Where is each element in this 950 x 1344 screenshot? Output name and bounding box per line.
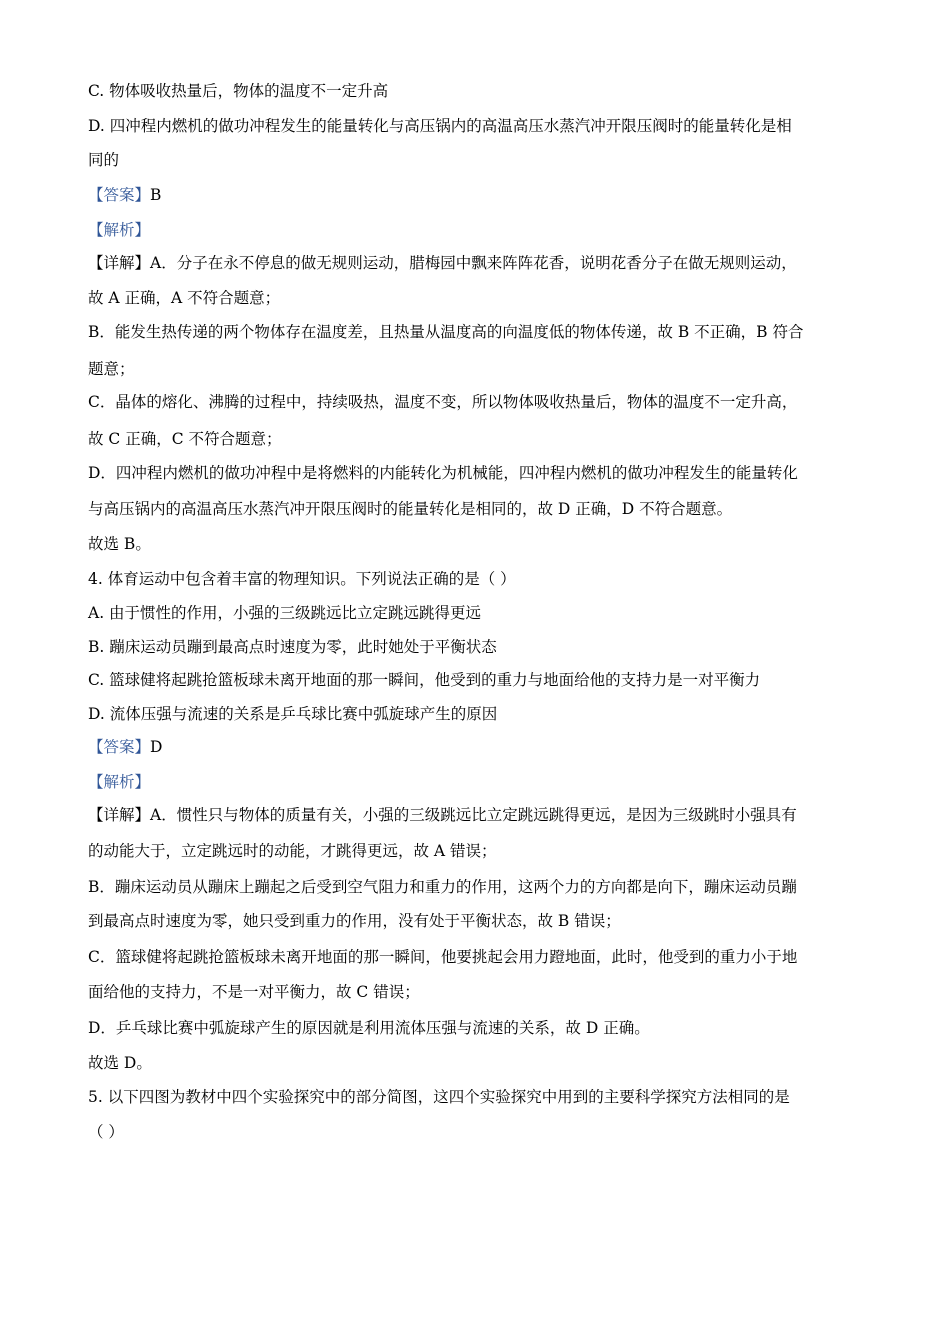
text-line (88, 568, 516, 590)
line-text: 【详解】A．惯性只与物体的质量有关，小强的三级跳远比立定跳远跳得更远，是因为三级跳时小强具有 (88, 806, 797, 824)
line-text: 同的 (88, 151, 120, 169)
line-text: D (150, 738, 163, 756)
text-line (88, 771, 150, 793)
text-line (88, 462, 798, 484)
text-line (88, 498, 732, 520)
line-text: B (150, 186, 162, 204)
line-text: 故选 D。 (88, 1054, 152, 1072)
text-line (88, 602, 481, 624)
line-text: 故 C 正确，C 不符合题意； (88, 430, 282, 448)
text-line (88, 391, 797, 413)
line-text: D. 流体压强与流速的关系是乒乓球比赛中弧旋球产生的原因 (88, 705, 498, 723)
text-line (88, 910, 621, 932)
line-text: 到最高点时速度为零，她只受到重力的作用，没有处于平衡状态，故 B 错误； (88, 912, 621, 930)
text-line (88, 321, 803, 343)
line-text: B. 蹦床运动员蹦到最高点时速度为零，此时她处于平衡状态 (88, 638, 497, 656)
section-tag: 【解析】 (88, 221, 151, 239)
line-text: 【详解】A．分子在永不停息的做无规则运动，腊梅园中飘来阵阵花香，说明花香分子在做无规则运动， (88, 254, 797, 272)
line-text: 故选 B。 (88, 535, 151, 553)
line-text: C. 篮球健将起跳抢篮板球未离开地面的那一瞬间，他受到的重力与地面给他的支持力是一对平衡力 (88, 671, 761, 689)
line-text: 面给他的支持力，不是一对平衡力，故 C 错误； (88, 983, 420, 1001)
line-text: B．能发生热传递的两个物体存在温度差，且热量从温度高的向温度低的物体传递，故 B 不正确，B 符合 (88, 323, 804, 341)
text-line (88, 946, 797, 968)
text-line (88, 669, 760, 691)
text-line (88, 115, 792, 137)
line-text: 5. 以下四图为教材中四个实验探究中的部分简图，这四个实验探究中用到的主要科学探究方法相同的是 (88, 1088, 790, 1106)
section-tag: 【答案】 (88, 738, 151, 756)
section-tag: 【答案】 (88, 186, 151, 204)
line-text: 故 A 正确，A 不符合题意； (88, 289, 281, 307)
line-text: D．乒乓球比赛中弧旋球产生的原因就是利用流体压强与流速的关系，故 D 正确。 (88, 1019, 650, 1037)
text-line (88, 876, 797, 898)
text-line (88, 981, 420, 1003)
line-text: 题意； (88, 360, 135, 378)
text-line (88, 1052, 152, 1074)
text-line (88, 840, 497, 862)
line-text: 4. 体育运动中包含着丰富的物理知识。下列说法正确的是（ ） (88, 570, 516, 588)
text-line (88, 149, 119, 171)
line-text: 与高压锅内的高温高压水蒸汽冲开限压阀时的能量转化是相同的，故 D 正确，D 不符合题意。 (88, 500, 733, 518)
text-line (88, 184, 161, 206)
line-text: C．篮球健将起跳抢篮板球未离开地面的那一瞬间，他要挑起会用力蹬地面，此时，他受到的重力小于地 (88, 948, 798, 966)
line-text: D．四冲程内燃机的做功冲程中是将燃料的内能转化为机械能，四冲程内燃机的做功冲程发生的能量转化 (88, 464, 798, 482)
line-text: B．蹦床运动员从蹦床上蹦起之后受到空气阻力和重力的作用，这两个力的方向都是向下，蹦床运动员蹦 (88, 878, 797, 896)
text-line (88, 358, 135, 380)
text-line (88, 1086, 790, 1108)
section-tag: 【解析】 (88, 773, 151, 791)
line-text: 的动能大于，立定跳远时的动能，才跳得更远，故 A 错误； (88, 842, 497, 860)
text-line (88, 219, 150, 241)
text-line (88, 533, 151, 555)
text-line (88, 636, 497, 658)
text-line (88, 287, 280, 309)
line-text: C. 物体吸收热量后，物体的温度不一定升高 (88, 82, 389, 100)
text-line (88, 804, 797, 826)
text-line (88, 736, 162, 758)
text-line (88, 80, 388, 102)
line-text: （ ） (88, 1123, 124, 1141)
text-line (88, 428, 282, 450)
text-line (88, 703, 497, 725)
line-text: A. 由于惯性的作用，小强的三级跳远比立定跳远跳得更远 (88, 604, 482, 622)
text-line (88, 1121, 124, 1143)
line-text: D. 四冲程内燃机的做功冲程发生的能量转化与高压锅内的高温高压水蒸汽冲开限压阀时的能量转化是相 (88, 117, 792, 135)
text-line (88, 252, 797, 274)
line-text: C．晶体的熔化、沸腾的过程中，持续吸热，温度不变，所以物体吸收热量后，物体的温度不一定升高， (88, 393, 798, 411)
text-line (88, 1017, 650, 1039)
